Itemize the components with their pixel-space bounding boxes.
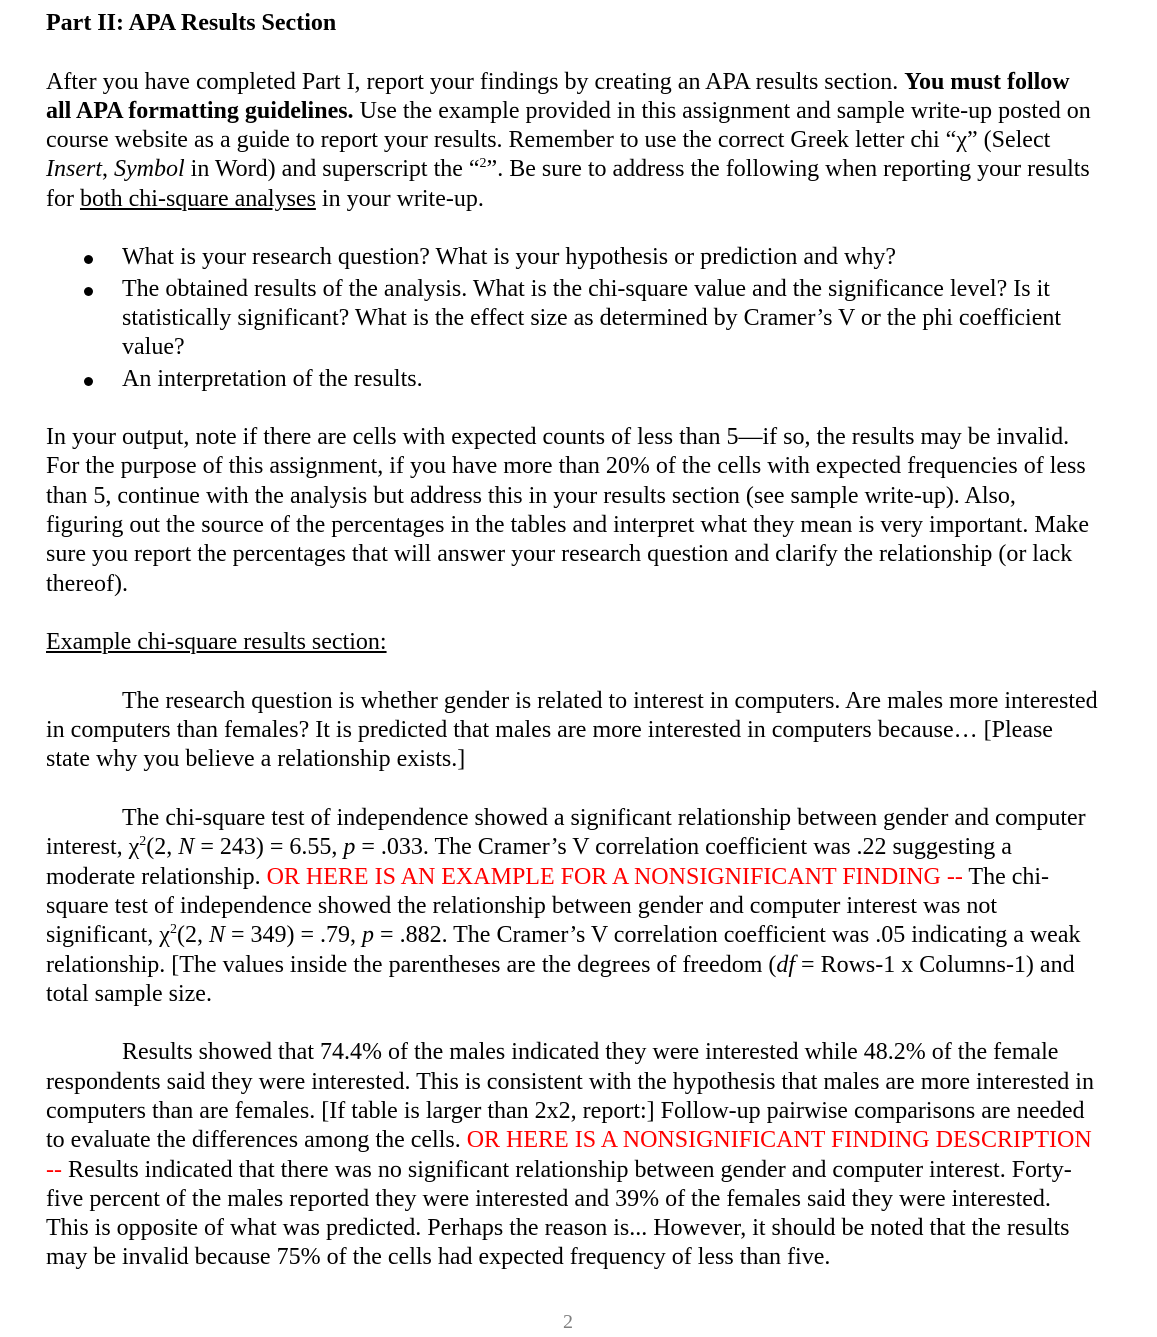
italic-text: df <box>776 951 796 978</box>
text: = 243) = 6.55, <box>194 834 344 861</box>
text: , <box>102 156 114 183</box>
underlined-text: both chi-square analyses <box>79 185 316 212</box>
text: Use the example provided in this assignment and sample write-up posted on course website as a guide to report your results. Remember to use the correct Greek letter chi “χ” (Select <box>46 97 1091 154</box>
text: The chi-square test of independence showed the relationship between gender and computer interest was not significant, χ <box>46 863 1050 949</box>
list-item: What is your research question? What is your hypothesis or prediction and why? <box>46 243 1098 272</box>
red-note: OR HERE IS AN EXAMPLE FOR A NONSIGNIFICANT FINDING -- <box>266 863 969 890</box>
text: (2, <box>176 922 209 949</box>
superscript: 2 <box>479 156 487 172</box>
document-page <box>46 9 1098 1302</box>
text: = 349) = .79, <box>224 922 363 949</box>
text: Results indicated that there was no significant relationship between gender and computer interest. Forty-five percent of the males reported they were interested and 39% of the females said they were interested. This is opposite of what was predicted. Perhaps the reason is... However, it should be noted that the results may be invalid because 75% of the cells had expected frequency of less than five. <box>46 1156 1072 1271</box>
text: = Rows-1 x Columns-1) and total sample size. <box>46 951 1075 1007</box>
text: ”. Be sure to address the following when reporting your results for <box>46 156 1090 212</box>
italic-text: p <box>362 922 375 949</box>
research-question-paragraph: The research question is whether gender is related to interest in computers. Are males more interested in computers than females? It is predicted that males are more interested in computers because… [Please state why you believe a relationship exists.] <box>46 687 1098 773</box>
italic-text: p <box>343 834 356 861</box>
output-note-paragraph: In your output, note if there are cells with expected counts of less than 5—if so, the results may be invalid. For the purpose of this assignment, if you have more than 20% of the cells with expected frequencies of less than 5, continue with the analysis but address this in your results section (see sample write-up). Also, figuring out the source of the percentages in the tables and interpret what they mean is very important. Make sure you report the percentages that will answer your research question and clarify the relationship (or lack thereof). <box>46 424 1089 597</box>
italic-text: Insert <box>46 156 102 183</box>
list-item: The obtained results of the analysis. What is the chi-square value and the significance level? Is it statistically significant? What is the effect size as determined by Cramer’s V or the phi coefficient value? <box>46 275 1098 363</box>
italic-text: N <box>208 922 225 949</box>
list-item: An interpretation of the results. <box>46 365 1098 394</box>
text: (2, <box>146 834 179 861</box>
page-number: 2 <box>563 1311 573 1333</box>
text: in your write-up. <box>315 185 484 212</box>
superscript: 2 <box>139 834 147 850</box>
text: in Word) and superscript the “ <box>184 156 480 183</box>
text: After you have completed Part I, report your findings by creating an APA results section. <box>46 68 905 95</box>
superscript: 2 <box>169 922 177 938</box>
bold-text: You must follow all APA formatting guidelines. <box>46 68 1070 124</box>
instructions-paragraph <box>46 68 1098 214</box>
example-heading <box>46 628 1098 657</box>
text: Results showed that 74.4% of the males indicated they were interested while 48.2% of the female respondents said they were interested. This is consistent with the hypothesis that males are more interested in computers than are females. [If table is larger than 2x2, report:] Follow-up pairwise comparisons are needed to evaluate the differences among the cells. <box>46 1039 1094 1154</box>
text: = .882. The Cramer’s V correlation coefficient was .05 indicating a weak relationship. [The values inside the parentheses are the degrees of freedom ( <box>46 922 1081 978</box>
bullet-list <box>46 243 1098 393</box>
section-title: Part II: APA Results Section <box>46 10 337 36</box>
italic-text: Symbol <box>114 156 185 183</box>
text: = .033. The Cramer’s V correlation coefficient was .22 suggesting a moderate relationship. <box>46 834 1012 890</box>
italic-text: N <box>178 834 195 861</box>
underlined-text: Example chi-square results section: <box>46 629 387 656</box>
percentages-paragraph <box>46 1038 1098 1272</box>
text: The chi-square test of independence showed a significant relationship between gender and computer interest, χ <box>46 805 1086 861</box>
chi-square-result-paragraph <box>46 804 1098 1009</box>
red-note: OR HERE IS A NONSIGNIFICANT FINDING DESCRIPTION -- <box>46 1127 1092 1183</box>
